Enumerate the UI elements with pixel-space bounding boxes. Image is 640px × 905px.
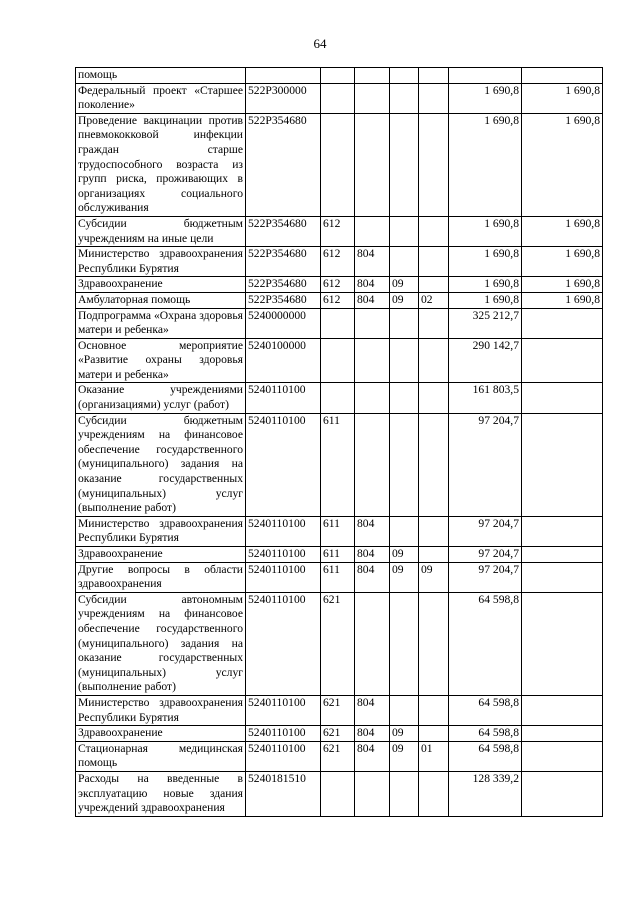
- subsection-code: [419, 695, 449, 725]
- ministry-code: [355, 216, 390, 246]
- amount-year-1: 161 803,5: [449, 383, 522, 413]
- amount-year-2: 1 690,8: [522, 216, 603, 246]
- expense-type-code: 621: [321, 741, 355, 771]
- target-article-code: 5240100000: [246, 338, 321, 383]
- amount-year-1: 128 339,2: [449, 771, 522, 816]
- ministry-code: 804: [355, 247, 390, 277]
- expense-type-code: [321, 771, 355, 816]
- row-name: Здравоохранение: [76, 547, 246, 563]
- section-code: [390, 216, 419, 246]
- table-row: [76, 83, 603, 113]
- amount-year-1: 325 212,7: [449, 308, 522, 338]
- expense-type-code: 611: [321, 413, 355, 516]
- target-article-code: 5240110100: [246, 741, 321, 771]
- ministry-code: 804: [355, 741, 390, 771]
- subsection-code: [419, 726, 449, 742]
- target-article-code: 522P354680: [246, 247, 321, 277]
- subsection-code: [419, 68, 449, 84]
- ministry-code: 804: [355, 726, 390, 742]
- section-code: [390, 83, 419, 113]
- expense-type-code: [321, 113, 355, 216]
- table-row: [76, 771, 603, 816]
- table-row: [76, 68, 603, 84]
- amount-year-2: [522, 562, 603, 592]
- expense-type-code: 612: [321, 277, 355, 293]
- amount-year-1: 1 690,8: [449, 292, 522, 308]
- amount-year-2: [522, 592, 603, 695]
- row-name: Субсидии автономным учреждениям на финансовое обеспечение государственного (муниципального) задания на оказание государственных (муниципальных) услуг (выполнение работ): [76, 592, 246, 695]
- ministry-code: 804: [355, 562, 390, 592]
- subsection-code: [419, 592, 449, 695]
- amount-year-2: [522, 68, 603, 84]
- subsection-code: [419, 277, 449, 293]
- table-row: [76, 216, 603, 246]
- page-number: 64: [313, 36, 327, 51]
- target-article-code: 522P354680: [246, 277, 321, 293]
- row-name: Амбулаторная помощь: [76, 292, 246, 308]
- ministry-code: 804: [355, 516, 390, 546]
- budget-table: [75, 67, 603, 817]
- subsection-code: [419, 516, 449, 546]
- expense-type-code: [321, 338, 355, 383]
- section-code: [390, 516, 419, 546]
- ministry-code: [355, 771, 390, 816]
- amount-year-1: 1 690,8: [449, 247, 522, 277]
- section-code: [390, 695, 419, 725]
- subsection-code: [419, 338, 449, 383]
- target-article-code: 5240110100: [246, 547, 321, 563]
- row-name: Субсидии бюджетным учреждениям на финансовое обеспечение государственного (муниципального) задания на оказание государственных (муниципальных) услуг (выполнение работ): [76, 413, 246, 516]
- amount-year-1: 97 204,7: [449, 547, 522, 563]
- section-code: 09: [390, 741, 419, 771]
- target-article-code: 5240110100: [246, 726, 321, 742]
- amount-year-2: [522, 547, 603, 563]
- section-code: 09: [390, 547, 419, 563]
- amount-year-2: 1 690,8: [522, 113, 603, 216]
- row-name: Другие вопросы в области здравоохранения: [76, 562, 246, 592]
- row-name: Здравоохранение: [76, 726, 246, 742]
- section-code: 09: [390, 277, 419, 293]
- ministry-code: 804: [355, 292, 390, 308]
- target-article-code: 5240110100: [246, 592, 321, 695]
- table-row: [76, 113, 603, 216]
- ministry-code: 804: [355, 695, 390, 725]
- subsection-code: 09: [419, 562, 449, 592]
- section-code: 09: [390, 726, 419, 742]
- row-name: Основное мероприятие «Развитие охраны здоровья матери и ребенка»: [76, 338, 246, 383]
- row-name: Федеральный проект «Старшее поколение»: [76, 83, 246, 113]
- expense-type-code: 612: [321, 216, 355, 246]
- section-code: [390, 383, 419, 413]
- amount-year-2: [522, 516, 603, 546]
- amount-year-2: [522, 308, 603, 338]
- amount-year-1: 290 142,7: [449, 338, 522, 383]
- table-row: [76, 308, 603, 338]
- row-name: Проведение вакцинации против пневмококковой инфекции граждан старше трудоспособного возраста из групп риска, проживающих в организациях социального обслуживания: [76, 113, 246, 216]
- table-row: [76, 516, 603, 546]
- row-name: помощь: [76, 68, 246, 84]
- ministry-code: 804: [355, 277, 390, 293]
- amount-year-1: 97 204,7: [449, 516, 522, 546]
- amount-year-1: 1 690,8: [449, 113, 522, 216]
- expense-type-code: [321, 68, 355, 84]
- target-article-code: 522P354680: [246, 292, 321, 308]
- subsection-code: [419, 308, 449, 338]
- target-article-code: 5240110100: [246, 413, 321, 516]
- expense-type-code: [321, 83, 355, 113]
- amount-year-1: [449, 68, 522, 84]
- subsection-code: [419, 547, 449, 563]
- amount-year-1: 1 690,8: [449, 277, 522, 293]
- target-article-code: 5240110100: [246, 516, 321, 546]
- amount-year-2: 1 690,8: [522, 83, 603, 113]
- table-row: [76, 247, 603, 277]
- amount-year-1: 1 690,8: [449, 216, 522, 246]
- ministry-code: [355, 68, 390, 84]
- table-row: [76, 726, 603, 742]
- target-article-code: 5240000000: [246, 308, 321, 338]
- ministry-code: [355, 383, 390, 413]
- subsection-code: 01: [419, 741, 449, 771]
- amount-year-2: [522, 413, 603, 516]
- ministry-code: [355, 113, 390, 216]
- row-name: Министерство здравоохранения Республики Бурятия: [76, 247, 246, 277]
- ministry-code: [355, 413, 390, 516]
- target-article-code: 5240110100: [246, 383, 321, 413]
- expense-type-code: [321, 308, 355, 338]
- table-row: [76, 338, 603, 383]
- section-code: [390, 113, 419, 216]
- amount-year-2: [522, 383, 603, 413]
- amount-year-1: 64 598,8: [449, 726, 522, 742]
- amount-year-1: 1 690,8: [449, 83, 522, 113]
- target-article-code: 5240110100: [246, 562, 321, 592]
- expense-type-code: 611: [321, 516, 355, 546]
- section-code: [390, 247, 419, 277]
- ministry-code: [355, 83, 390, 113]
- amount-year-2: [522, 338, 603, 383]
- row-name: Субсидии бюджетным учреждениям на иные цели: [76, 216, 246, 246]
- ministry-code: 804: [355, 547, 390, 563]
- expense-type-code: 611: [321, 547, 355, 563]
- amount-year-1: 64 598,8: [449, 741, 522, 771]
- amount-year-1: 64 598,8: [449, 695, 522, 725]
- subsection-code: [419, 113, 449, 216]
- amount-year-2: [522, 726, 603, 742]
- row-name: Стационарная медицинская помощь: [76, 741, 246, 771]
- subsection-code: [419, 771, 449, 816]
- target-article-code: 522P354680: [246, 113, 321, 216]
- subsection-code: [419, 247, 449, 277]
- section-code: [390, 413, 419, 516]
- table-row: [76, 547, 603, 563]
- row-name: Здравоохранение: [76, 277, 246, 293]
- expense-type-code: 621: [321, 726, 355, 742]
- target-article-code: 522P354680: [246, 216, 321, 246]
- expense-type-code: 611: [321, 562, 355, 592]
- section-code: 09: [390, 292, 419, 308]
- section-code: [390, 308, 419, 338]
- ministry-code: [355, 338, 390, 383]
- section-code: 09: [390, 562, 419, 592]
- expense-type-code: [321, 383, 355, 413]
- amount-year-2: 1 690,8: [522, 247, 603, 277]
- amount-year-1: 97 204,7: [449, 413, 522, 516]
- subsection-code: [419, 413, 449, 516]
- section-code: [390, 592, 419, 695]
- amount-year-1: 97 204,7: [449, 562, 522, 592]
- amount-year-2: 1 690,8: [522, 277, 603, 293]
- ministry-code: [355, 592, 390, 695]
- amount-year-2: [522, 695, 603, 725]
- section-code: [390, 68, 419, 84]
- amount-year-1: 64 598,8: [449, 592, 522, 695]
- subsection-code: [419, 83, 449, 113]
- expense-type-code: 621: [321, 592, 355, 695]
- expense-type-code: 612: [321, 292, 355, 308]
- target-article-code: 5240181510: [246, 771, 321, 816]
- expense-type-code: 612: [321, 247, 355, 277]
- subsection-code: 02: [419, 292, 449, 308]
- row-name: Министерство здравоохранения Республики Бурятия: [76, 695, 246, 725]
- table-body: [76, 68, 603, 817]
- amount-year-2: [522, 741, 603, 771]
- amount-year-2: [522, 771, 603, 816]
- table-row: [76, 413, 603, 516]
- target-article-code: 5240110100: [246, 695, 321, 725]
- target-article-code: 522P300000: [246, 83, 321, 113]
- row-name: Министерство здравоохранения Республики Бурятия: [76, 516, 246, 546]
- expense-type-code: 621: [321, 695, 355, 725]
- row-name: Подпрограмма «Охрана здоровья матери и ребенка»: [76, 308, 246, 338]
- row-name: Оказание учреждениями (организациями) услуг (работ): [76, 383, 246, 413]
- amount-year-2: 1 690,8: [522, 292, 603, 308]
- table-row: [76, 592, 603, 695]
- target-article-code: [246, 68, 321, 84]
- section-code: [390, 771, 419, 816]
- table-row: [76, 741, 603, 771]
- table-row: [76, 695, 603, 725]
- section-code: [390, 338, 419, 383]
- ministry-code: [355, 308, 390, 338]
- table-row: [76, 277, 603, 293]
- table-row: [76, 383, 603, 413]
- subsection-code: [419, 216, 449, 246]
- subsection-code: [419, 383, 449, 413]
- table-row: [76, 292, 603, 308]
- table-row: [76, 562, 603, 592]
- row-name: Расходы на введенные в эксплуатацию новые здания учреждений здравоохранения: [76, 771, 246, 816]
